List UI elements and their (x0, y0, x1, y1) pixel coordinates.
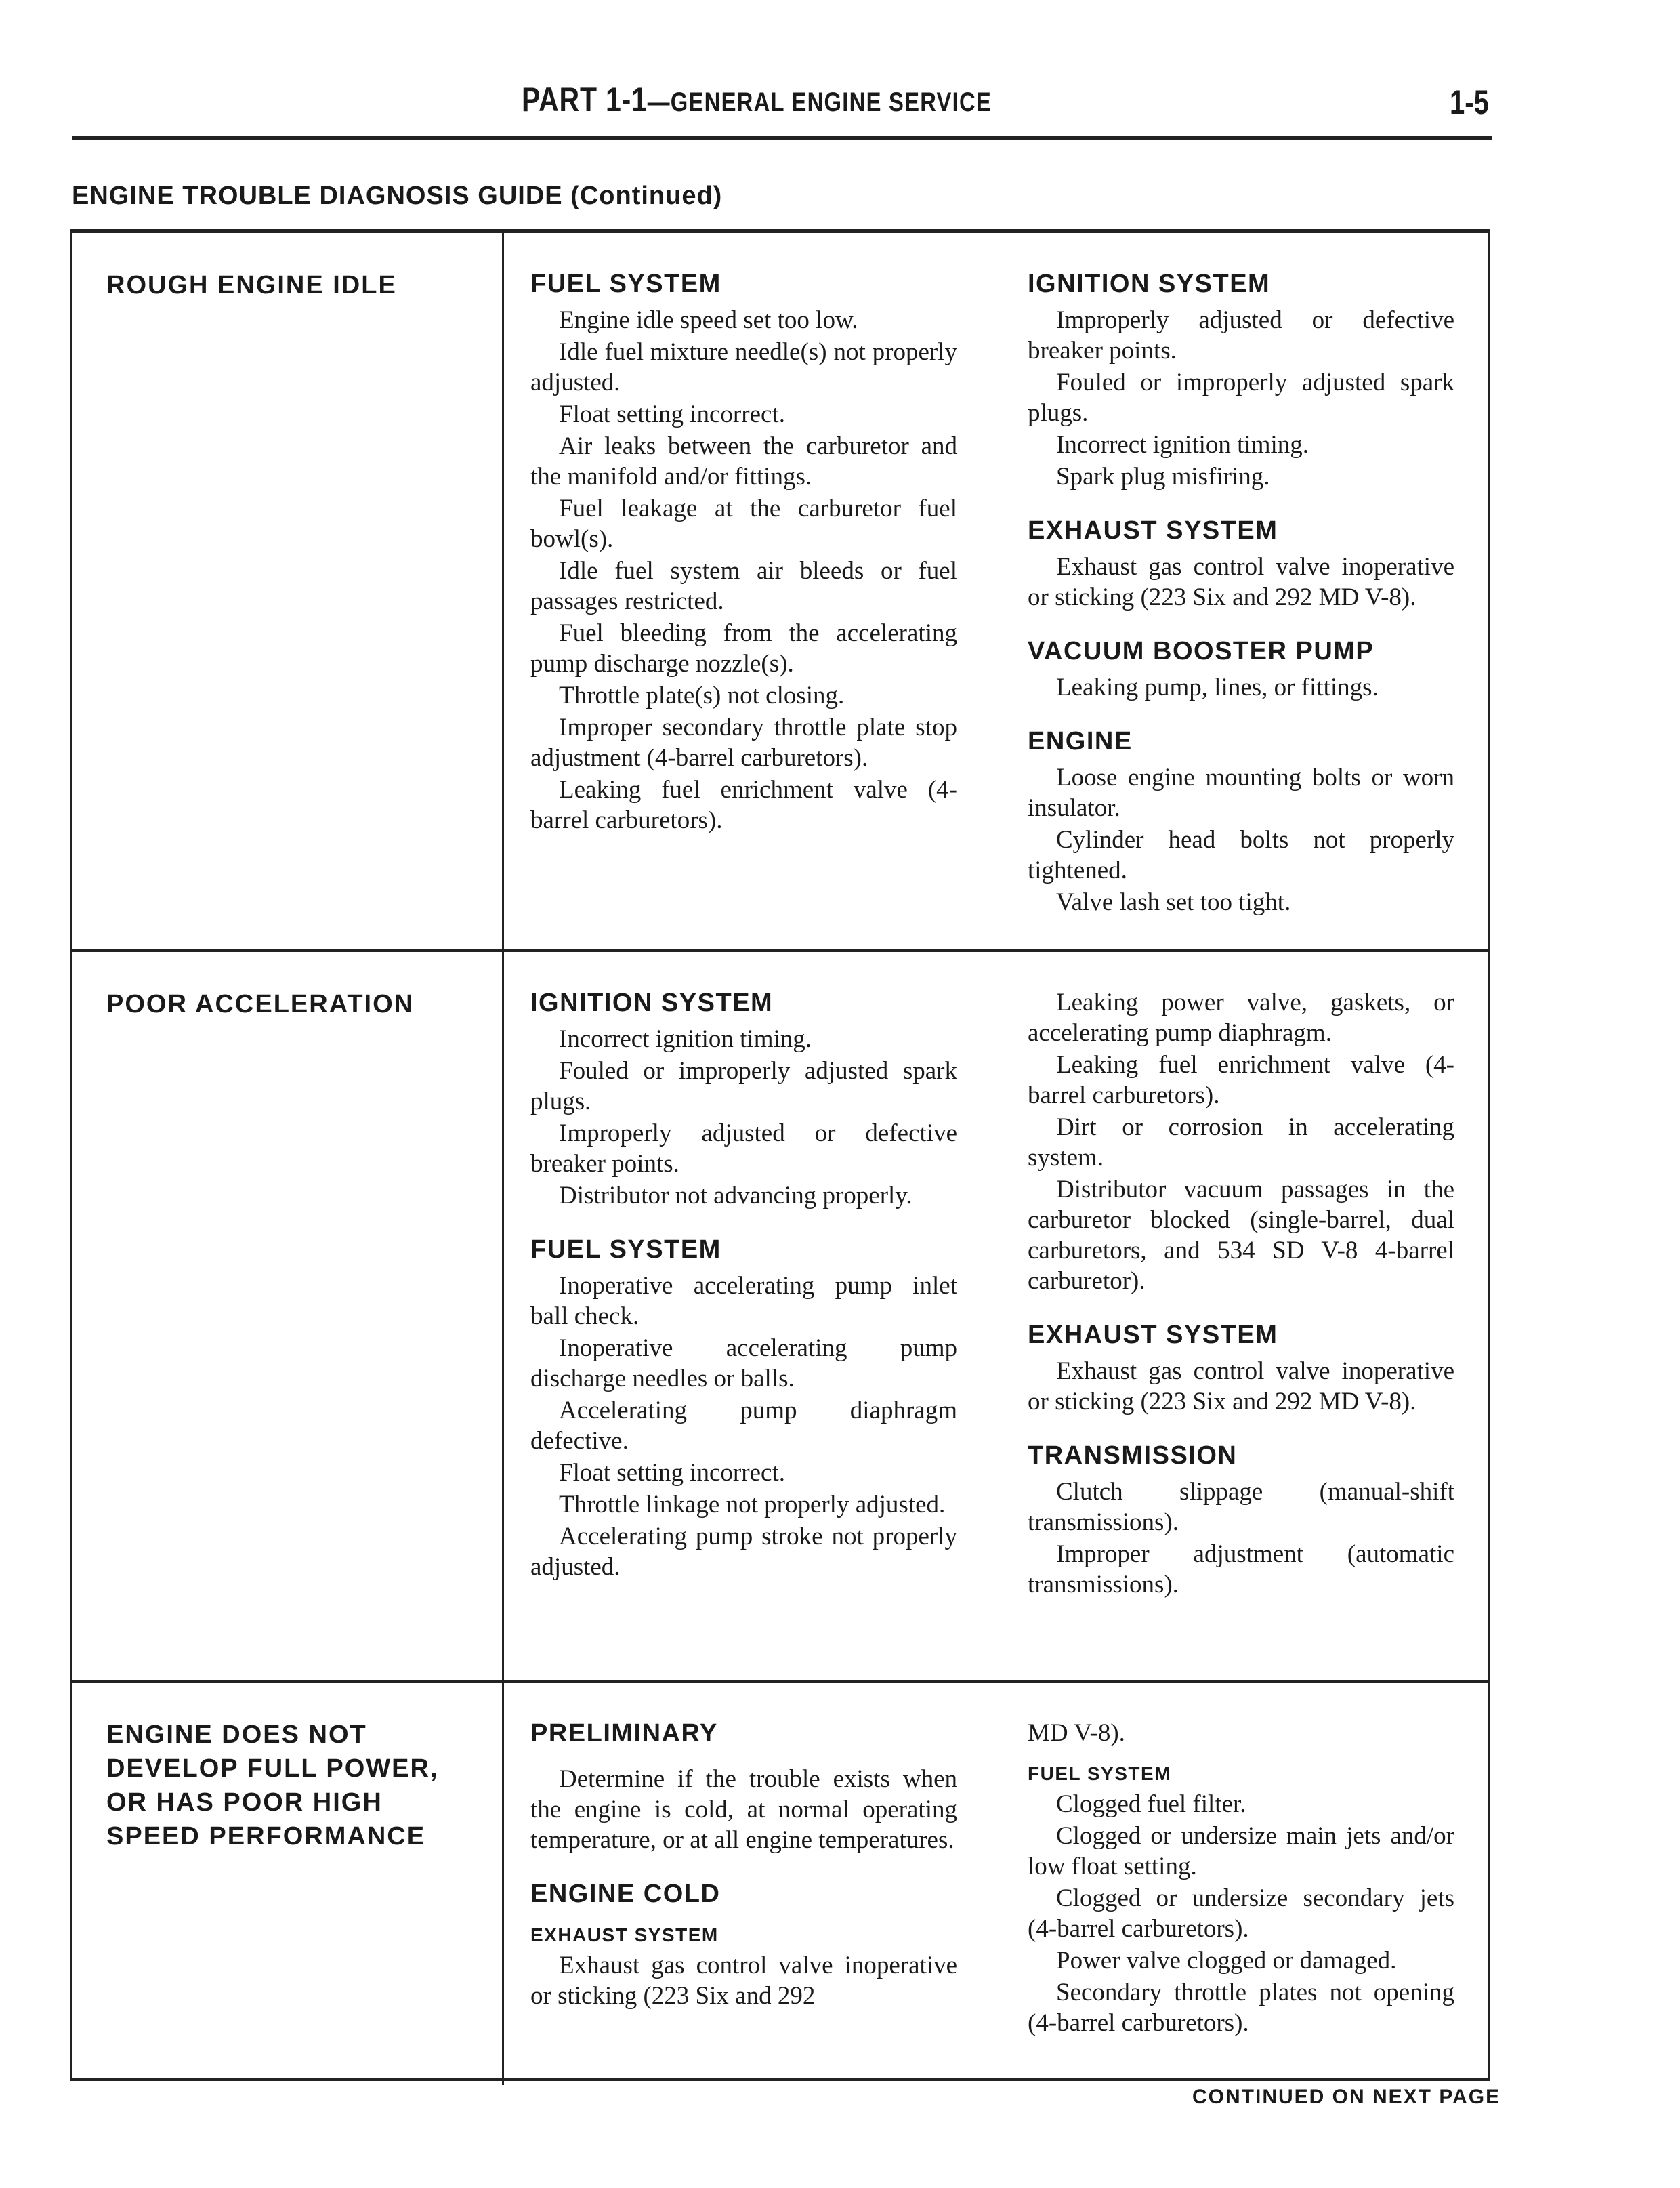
cause-item: Power valve clogged or damaged. (1056, 1947, 1397, 1975)
cause-item: Accelerating pump stroke not properly adjusted. (530, 1523, 957, 1581)
system-heading: PRELIMINARY (530, 1719, 718, 1748)
header-rule (72, 136, 1492, 140)
cause-item: Spark plug misfiring. (1056, 463, 1270, 491)
system-heading: FUEL SYSTEM (530, 270, 721, 298)
part-number: PART 1-1 (522, 81, 648, 119)
table-row (72, 952, 1488, 1683)
causes-column-right (1028, 987, 1454, 1601)
system-heading: IGNITION SYSTEM (530, 989, 774, 1017)
causes-column-left (530, 268, 957, 837)
cause-item: Distributor vacuum passages in the carburetor blocked (single-barrel, dual carburetors, and 534 SD V-8 4-barrel carburetor). (1028, 1176, 1454, 1295)
cause-item: Air leaks between the carburetor and the manifold and/or fittings. (530, 432, 957, 491)
cause-item: Clogged or undersize main jets and/or low float setting. (1028, 1822, 1454, 1880)
running-header (522, 80, 992, 119)
cause-item: Inoperative accelerating pump inlet ball check. (530, 1272, 957, 1330)
cause-item: Cylinder head bolts not properly tightened. (1028, 826, 1454, 884)
cause-item: Throttle linkage not properly adjusted. (559, 1491, 946, 1519)
system-heading: EXHAUST SYSTEM (1028, 516, 1278, 545)
cause-item: Incorrect ignition timing. (559, 1025, 812, 1053)
cause-item: Dirt or corrosion in accelerating system. (1028, 1113, 1454, 1172)
column-divider (502, 233, 504, 949)
cause-item: Float setting incorrect. (559, 400, 785, 428)
cause-item: Fouled or improperly adjusted spark plugs. (1028, 369, 1454, 427)
cause-item: Improperly adjusted or defective breaker points. (530, 1119, 957, 1178)
causes-column-left (530, 1718, 957, 2012)
cause-item: Leaking fuel enrichment valve (4-barrel carburetors). (1028, 1051, 1454, 1109)
symptom-line: SPEED PERFORMANCE (106, 1822, 426, 1851)
column-divider (502, 1683, 504, 2085)
system-heading: IGNITION SYSTEM (1028, 270, 1271, 298)
table-row (72, 233, 1488, 952)
cause-item: Loose engine mounting bolts or worn insulator. (1028, 764, 1454, 822)
cause-item: Valve lash set too tight. (1056, 888, 1291, 916)
symptom-line: ENGINE DOES NOT (106, 1720, 367, 1749)
cause-item: Inoperative accelerating pump discharge needles or balls. (530, 1334, 957, 1392)
cause-item: Float setting incorrect. (559, 1459, 785, 1487)
causes-column-right (1028, 1718, 1454, 2040)
cause-item: Secondary throttle plates not opening (4-barrel carburetors). (1028, 1979, 1454, 2037)
section-title: —GENERAL ENGINE SERVICE (647, 87, 992, 117)
page-number: 1-5 (1450, 83, 1489, 121)
cause-item: Exhaust gas control valve inoperative or sticking (223 Six and 292 (530, 1952, 957, 2010)
symptom-line: ROUGH ENGINE IDLE (106, 271, 397, 300)
system-heading: ENGINE COLD (530, 1880, 721, 1908)
cause-item: Improper adjustment (automatic transmissions). (1028, 1540, 1454, 1598)
cause-item: Exhaust gas control valve inoperative or sticking (223 Six and 292 MD V-8). (1028, 553, 1454, 611)
diagnosis-table (70, 229, 1490, 2081)
cause-item: Idle fuel mixture needle(s) not properly adjusted. (530, 338, 957, 396)
cause-item: Leaking power valve, gaskets, or accelerating pump diaphragm. (1028, 989, 1454, 1047)
causes-column-right (1028, 268, 1454, 919)
cause-item: Distributor not advancing properly. (559, 1182, 912, 1210)
system-heading: ENGINE (1028, 727, 1133, 756)
continued-note: CONTINUED ON NEXT PAGE (1192, 2086, 1501, 2108)
cause-item: Engine idle speed set too low. (559, 306, 858, 334)
system-heading: TRANSMISSION (1028, 1441, 1238, 1470)
cause-item: Exhaust gas control valve inoperative or sticking (223 Six and 292 MD V-8). (1028, 1357, 1454, 1416)
system-heading: EXHAUST SYSTEM (1028, 1321, 1278, 1349)
cause-item: Fuel bleeding from the accelerating pump discharge nozzle(s). (530, 619, 957, 678)
cause-item: Incorrect ignition timing. (1056, 431, 1309, 459)
symptom-heading (106, 987, 414, 1021)
cause-item: Accelerating pump diaphragm defective. (530, 1397, 957, 1455)
causes-column-left (530, 987, 957, 1584)
cause-item: Clogged fuel filter. (1056, 1790, 1246, 1818)
system-heading: VACUUM BOOSTER PUMP (1028, 637, 1374, 665)
symptom-line: DEVELOP FULL POWER, (106, 1754, 439, 1783)
instruction-text: Determine if the trouble exists when the engine is cold, at normal operating temperature, or at all engine temperatures. (530, 1765, 957, 1854)
cause-item: Clutch slippage (manual-shift transmissions). (1028, 1478, 1454, 1536)
subsystem-heading: FUEL SYSTEM (1028, 1763, 1172, 1784)
cause-item: Improper secondary throttle plate stop adjustment (4-barrel carburetors). (530, 714, 957, 772)
system-heading: FUEL SYSTEM (530, 1235, 721, 1264)
cause-item: MD V-8). (1028, 1719, 1125, 1747)
cause-item: Throttle plate(s) not closing. (559, 682, 845, 709)
cause-item: Fouled or improperly adjusted spark plugs. (530, 1057, 957, 1115)
symptom-line: OR HAS POOR HIGH (106, 1788, 383, 1817)
cause-item: Leaking fuel enrichment valve (4-barrel carburetors). (530, 776, 957, 834)
symptom-heading (106, 1718, 439, 1853)
cause-item: Leaking pump, lines, or fittings. (1056, 674, 1379, 701)
cause-item: Clogged or undersize secondary jets (4-barrel carburetors). (1028, 1884, 1454, 1943)
symptom-line: POOR ACCELERATION (106, 990, 415, 1018)
table-row (72, 1683, 1488, 2085)
cause-item: Idle fuel system air bleeds or fuel passages restricted. (530, 557, 957, 615)
cause-item: Improperly adjusted or defective breaker points. (1028, 306, 1454, 365)
cause-item: Fuel leakage at the carburetor fuel bowl(s). (530, 495, 957, 553)
guide-title: ENGINE TROUBLE DIAGNOSIS GUIDE (Continued) (72, 182, 723, 210)
symptom-heading (106, 268, 397, 302)
column-divider (502, 952, 504, 1680)
subsystem-heading: EXHAUST SYSTEM (530, 1924, 719, 1945)
